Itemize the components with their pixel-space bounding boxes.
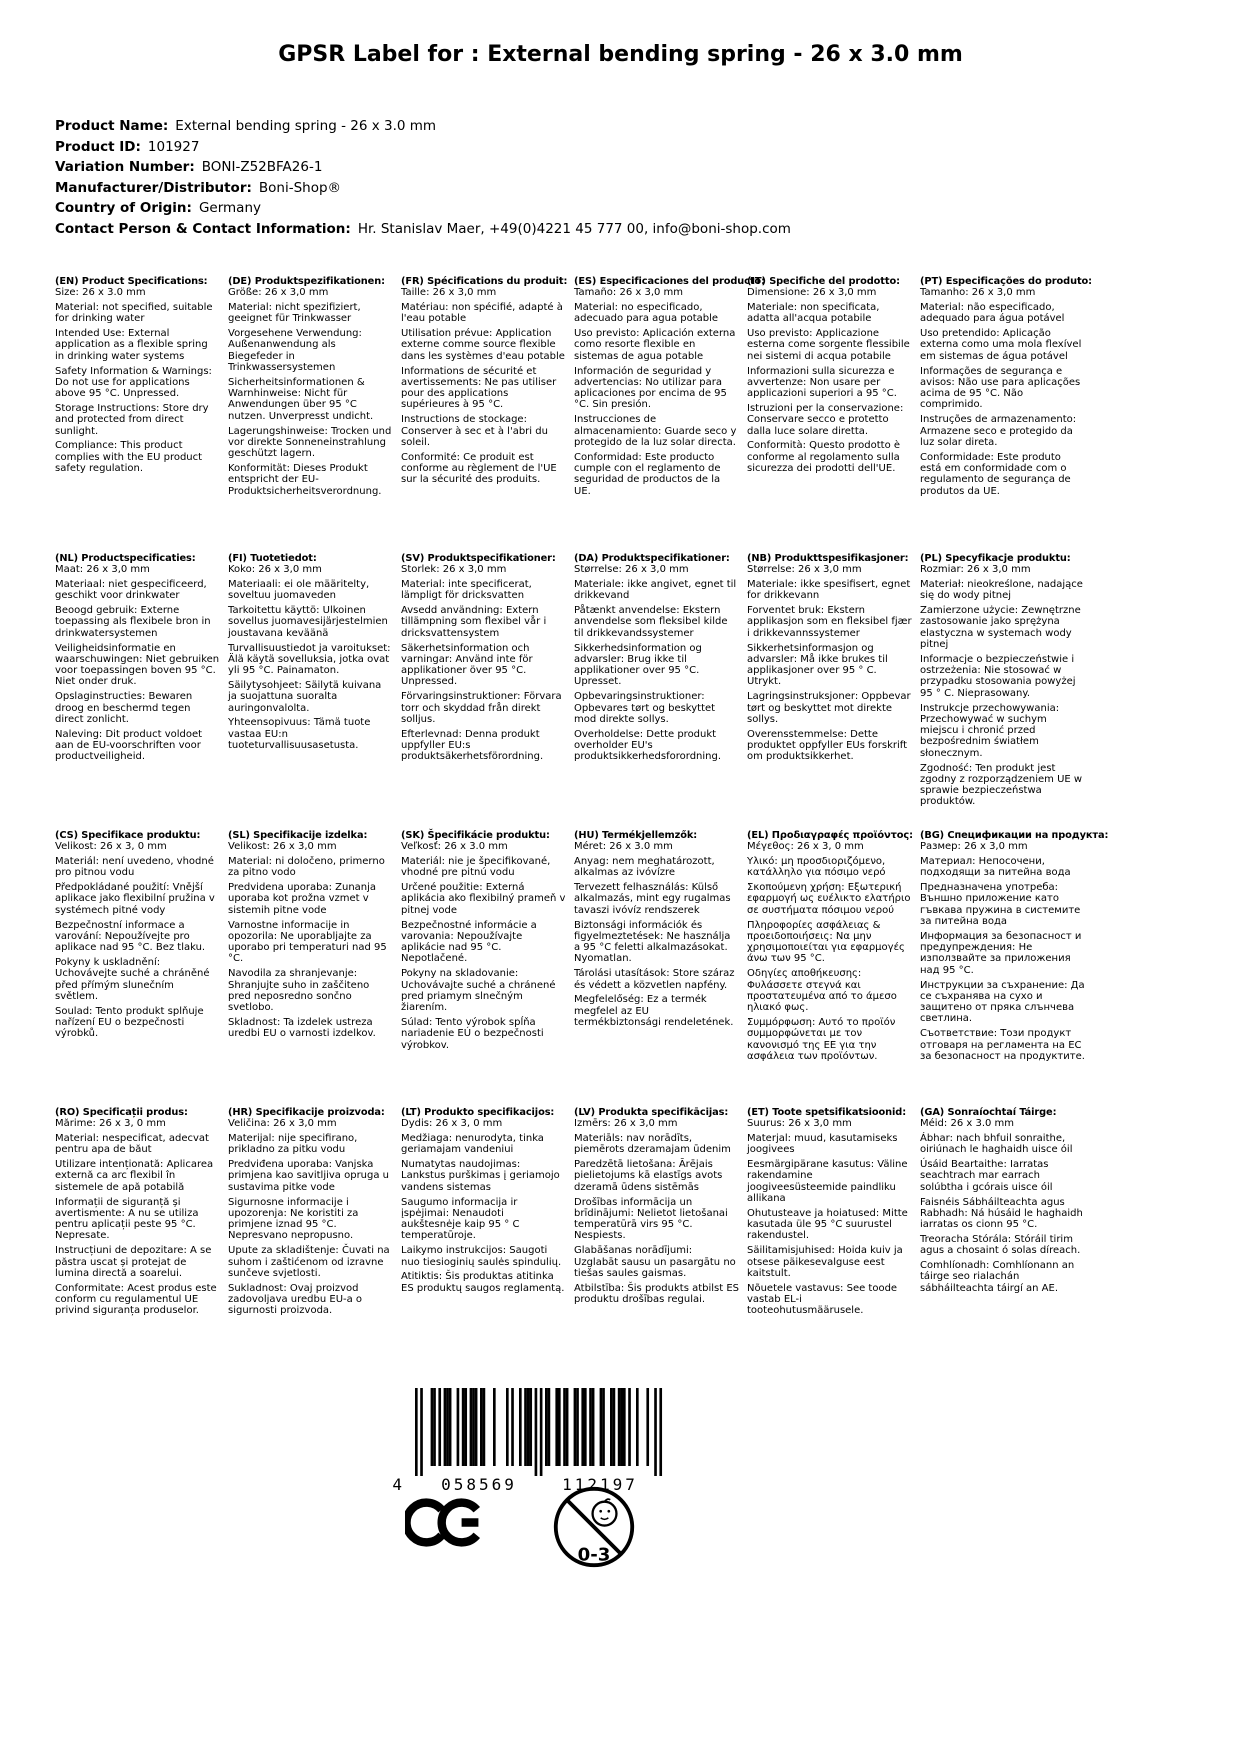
spec-paragraph: Ábhar: nach bhfuil sonraithe, oiriúnach le haghaidh uisce óil xyxy=(920,1133,1073,1156)
spec-paragraph: Anyag: nem meghatározott, alkalmas az ivóvízre xyxy=(574,856,715,879)
spec-paragraph: Efterlevnad: Denna produkt uppfyller EU:s produktsäkerhetsförordning. xyxy=(401,728,544,763)
spec-block-nl xyxy=(55,553,220,830)
spec-paragraph: Instrucțiuni de depozitare: A se păstra uscat și protejat de lumina directă a soarelui. xyxy=(55,1245,212,1279)
spec-heading-de: (DE) Produktspezifikationen: xyxy=(228,276,385,287)
spec-paragraph: Storlek: 26 x 3,0 mm xyxy=(401,564,507,576)
spec-block-nb xyxy=(747,553,912,830)
spec-paragraph: Pokyny k uskladnění: Uchovávejte suché a chráněné před přímým slunečním světlem. xyxy=(55,956,210,1002)
spec-paragraph: Naleving: Dit product voldoet aan de EU-voorschriften voor productveiligheid. xyxy=(55,728,203,763)
spec-paragraph: Dimensione: 26 x 3,0 mm xyxy=(747,287,877,299)
spec-block-cs xyxy=(55,830,220,1107)
spec-paragraph: Saugumo informacija ir įspėjimai: Nenaudoti aukštesnėje kaip 95 ° C temperatūroje. xyxy=(401,1196,520,1242)
barcode-digit-left: 4 xyxy=(392,1475,405,1494)
spec-paragraph: Storage Instructions: Store dry and protected from direct sunlight. xyxy=(55,402,209,437)
spec-paragraph: Tervezett felhasználás: Külső alkalmazás, mint egy rugalmas tavaszi ivóvíz rendszerek xyxy=(574,882,731,916)
spec-paragraph: Förvaringsinstruktioner: Förvara torr och skyddad från direkt solljus. xyxy=(401,691,562,725)
spec-paragraph: Upute za skladištenje: Čuvati na suhom i zaštićenom od izravne sunčeve svjetlosti. xyxy=(228,1245,390,1279)
spec-paragraph: Säilytysohjeet: Säilytä kuivana ja suojattuna suoralta auringonvalolta. xyxy=(228,679,382,714)
spec-block-da xyxy=(574,553,739,830)
spec-paragraph: Instrukcje przechowywania: Przechowywać w suchym miejscu i chronić przed bezpośrednim światłem słonecznym. xyxy=(920,702,1060,759)
spec-paragraph: Tarkoitettu käyttö: Ulkoinen sovellus juomavesijärjestelmien joustavana keväänä xyxy=(228,605,388,639)
ean13-barcode-image xyxy=(385,1386,675,1498)
spec-paragraph: Instrucciones de almacenamiento: Guarde seco y protegido de la luz solar directa. xyxy=(574,414,737,448)
spec-paragraph: Utilisation prévue: Application externe comme source flexible dans les systèmes d'eau potable xyxy=(401,328,565,362)
spec-paragraph: Material: inte specificerat, lämpligt för dricksvatten xyxy=(401,579,532,602)
ce-mark-image xyxy=(405,1494,483,1551)
spec-paragraph: Materiale: non specificata, adatta all'acqua potabile xyxy=(747,302,880,325)
product-info-row xyxy=(55,219,791,240)
product-info-label: Country of Origin: xyxy=(55,200,192,216)
spec-paragraph: Biztonsági információk és figyelmeztetések: Ne használja a 95 °C feletti alkalmazásokat. Nyomatlan. xyxy=(574,919,731,965)
spec-paragraph: Materiale: ikke angivet, egnet til drikkevand xyxy=(574,579,737,602)
spec-paragraph: Paredzētā lietošana: Ārējais pielietojums kā elastīgs avots dzeramā ūdens sistēmās xyxy=(574,1159,723,1193)
spec-paragraph: Beoogd gebruik: Externe toepassing als flexibele bron in drinkwatersystemen xyxy=(55,605,211,639)
spec-paragraph: Informacje o bezpieczeństwie i ostrzeżenia: Nie stosować w przypadku stosowania powyżej 95 ° C. Nieprasowany. xyxy=(920,653,1076,699)
spec-paragraph: Информация за безопасност и предупреждения: Не използвайте за приложения над 95 °C. xyxy=(920,930,1082,976)
spec-heading-nl: (NL) Productspecificaties: xyxy=(55,553,196,564)
spec-paragraph: Instruções de armazenamento: Armazene seco e protegido da luz solar direta. xyxy=(920,414,1077,448)
spec-paragraph: Soulad: Tento produkt splňuje nařízení EU o bezpečnosti výrobků. xyxy=(55,1005,204,1040)
spec-paragraph: Material: no especificado, adecuado para agua potable xyxy=(574,302,719,325)
spec-paragraph: Tamaño: 26 x 3,0 mm xyxy=(574,287,684,299)
spec-paragraph: Μέγεθος: 26 x 3, 0 mm xyxy=(747,841,864,853)
spec-paragraph: Konformität: Dieses Produkt entspricht der EU-Produktsicherheitsverordnung. xyxy=(228,462,382,497)
spec-paragraph: Yhteensopivuus: Tämä tuote vastaa EU:n tuoteturvallisuusasetusta. xyxy=(228,717,371,751)
spec-heading-pt: (PT) Especificações do produto: xyxy=(920,276,1092,287)
product-info-row xyxy=(55,178,791,199)
spec-block-en xyxy=(55,276,220,553)
product-info-label: Contact Person & Contact Information: xyxy=(55,220,351,237)
spec-heading-el: (EL) Προδιαγραφές προϊόντος: xyxy=(747,830,913,841)
spec-paragraph: Uso pretendido: Aplicação externa como uma mola flexível em sistemas de água potável xyxy=(920,328,1082,362)
spec-paragraph: Úsáid Beartaithe: Iarratas seachtrach mar earrach solúbtha i gcórais uisce óil xyxy=(920,1159,1053,1193)
spec-block-sk xyxy=(401,830,566,1107)
spec-paragraph: Предназначена употреба: Външно приложение като гъвкава пружина в системите за питейна вода xyxy=(920,882,1081,928)
spec-paragraph: Veličina: 26 x 3,0 mm xyxy=(228,1118,337,1130)
product-info-row xyxy=(55,137,791,158)
product-info-row xyxy=(55,198,791,219)
spec-paragraph: Material: not specified, suitable for drinking water xyxy=(55,302,213,325)
spec-block-de xyxy=(228,276,393,553)
product-info-value: Hr. Stanislav Maer, +49(0)4221 45 777 00, info@boni-shop.com xyxy=(357,220,791,237)
spec-paragraph: Материал: Непосочени, подходящи за питейна вода xyxy=(920,856,1071,879)
spec-heading-pl: (PL) Specyfikacje produktu: xyxy=(920,553,1071,564)
spec-paragraph: Compliance: This product complies with the EU product safety regulation. xyxy=(55,440,203,474)
spec-paragraph: Størrelse: 26 x 3,0 mm xyxy=(747,564,862,576)
spec-paragraph: Säilitamisjuhised: Hoida kuiv ja otsese päikesevalguse eest kaitstult. xyxy=(747,1245,903,1279)
spec-paragraph: Conformidade: Este produto está em conformidade com o regulamento de segurança de produtos da UE. xyxy=(920,451,1071,497)
spec-paragraph: Påtænkt anvendelse: Ekstern anvendelse som fleksibel kilde til drikkevandssystemer xyxy=(574,605,728,639)
spec-paragraph: Lagringsinstruksjoner: Oppbevar tørt og beskyttet mot direkte sollys. xyxy=(747,691,911,725)
spec-paragraph: Zamierzone użycie: Zewnętrzne zastosowanie jako sprężyna elastyczna w systemach wody pitnej xyxy=(920,605,1081,651)
spec-paragraph: Safety Information & Warnings: Do not use for applications above 95 °C. Unpressed. xyxy=(55,365,212,400)
spec-paragraph: Forventet bruk: Ekstern applikasjon som en fleksibel fjær i drikkevannssystemer xyxy=(747,605,912,639)
spec-block-pl xyxy=(920,553,1085,830)
spec-block-hr xyxy=(228,1107,393,1384)
product-info xyxy=(55,116,791,239)
spec-paragraph: Materjal: muud, kasutamiseks joogivees xyxy=(747,1133,898,1156)
age-warning-image xyxy=(551,1483,637,1571)
spec-paragraph: Informações de segurança e avisos: Não use para aplicações acima de 95 °C. Não comprimido. xyxy=(920,365,1081,411)
spec-paragraph: Informations de sécurité et avertissements: Ne pas utiliser pour des applications supérieures à 95 °C. xyxy=(401,365,557,411)
spec-heading-sl: (SL) Specifikacije izdelka: xyxy=(228,830,368,841)
spec-paragraph: Sikkerhedsinformation og advarsler: Brug ikke til applikationer over 95 °C. Upresset. xyxy=(574,642,702,688)
spec-paragraph: Velikost: 26 x 3,0 mm xyxy=(228,841,337,853)
spec-paragraph: Utilizare intenționată: Aplicarea externă ca arc flexibil în sistemele de apă potabilă xyxy=(55,1159,214,1193)
spec-heading-bg: (BG) Спецификации на продукта: xyxy=(920,830,1109,841)
spec-paragraph: Určené použitie: Externá aplikácia ako flexibilný prameň v pitnej vode xyxy=(401,882,566,916)
spec-paragraph: Informații de siguranță și avertismente: A nu se utiliza pentru aplicații peste 95 °C. Nepresate. xyxy=(55,1196,199,1242)
spec-paragraph: Material: nicht spezifiziert, geeignet für Trinkwasser xyxy=(228,302,361,325)
age-warning-0-3-icon xyxy=(551,1483,637,1575)
spec-paragraph: Glabāšanas norādījumi: Uzglabāt sausu un pasargātu no tiešas saules gaismas. xyxy=(574,1245,736,1279)
spec-heading-da: (DA) Produktspecifikationer: xyxy=(574,553,730,564)
spec-paragraph: Matériau: non spécifié, adapté à l'eau potable xyxy=(401,302,563,325)
spec-paragraph: Σκοπούμενη χρήση: Εξωτερική εφαρμογή ως ευέλικτο ελατήριο σε συστήματα πόσιμου νερού xyxy=(747,882,911,916)
spec-paragraph: Υλικό: μη προσδιοριζόμενο, κατάλληλο για πόσιμο νερό xyxy=(747,856,886,879)
spec-paragraph: Conformitate: Acest produs este conform cu regulamentul UE privind siguranța produselor. xyxy=(55,1282,217,1317)
spec-block-fi xyxy=(228,553,393,830)
product-info-row xyxy=(55,116,791,137)
spec-block-fr xyxy=(401,276,566,553)
spec-paragraph: Størrelse: 26 x 3,0 mm xyxy=(574,564,689,576)
ce-mark-icon xyxy=(405,1494,483,1555)
spec-paragraph: Treoracha Stórála: Stóráil tirim agus a chosaint ó solas díreach. xyxy=(920,1233,1081,1257)
spec-paragraph: Mărime: 26 x 3, 0 mm xyxy=(55,1118,166,1130)
spec-grid xyxy=(55,276,1109,1384)
spec-paragraph: Laikymo instrukcijos: Saugoti nuo tiesioginių saulės spindulių. xyxy=(401,1245,562,1268)
spec-paragraph: Overholdelse: Dette produkt overholder EU's produktsikkerhedsforordning. xyxy=(574,728,722,763)
spec-paragraph: Numatytas naudojimas: Lankstus purškimas į geriamojo vandens sistemas xyxy=(401,1159,560,1193)
spec-block-el xyxy=(747,830,912,1107)
spec-paragraph: Koko: 26 x 3,0 mm xyxy=(228,564,322,576)
product-info-value: BONI-Z52BFA26-1 xyxy=(201,159,323,175)
spec-paragraph: Varnostne informacije in opozorila: Ne uporabljajte za uporabo pri temperaturi nad 95 °C. xyxy=(228,919,387,965)
spec-paragraph: Size: 26 x 3.0 mm xyxy=(55,287,146,299)
spec-paragraph: Uso previsto: Applicazione esterna come sorgente flessibile nei sistemi di acqua potabile xyxy=(747,328,910,362)
spec-paragraph: Atbilstība: Šis produkts atbilst ES produktu drošības regulai. xyxy=(574,1282,740,1305)
product-info-label: Product Name: xyxy=(55,118,169,134)
spec-heading-lv: (LV) Produkta specifikācijas: xyxy=(574,1107,729,1118)
spec-paragraph: Materiál: nie je špecifikované, vhodné pre pitnú vodu xyxy=(401,856,551,879)
spec-paragraph: Sukladnost: Ovaj proizvod zadovoljava uredbu EU-a o sigurnosti proizvoda. xyxy=(228,1282,363,1317)
spec-paragraph: Dydis: 26 x 3, 0 mm xyxy=(401,1118,503,1130)
spec-paragraph: Materiaal: niet gespecificeerd, geschikt voor drinkwater xyxy=(55,579,207,602)
spec-block-et xyxy=(747,1107,912,1384)
spec-paragraph: Conformidad: Este producto cumple con el reglamento de seguridad de productos de la UE. xyxy=(574,451,721,497)
spec-heading-sv: (SV) Produktspecifikationer: xyxy=(401,553,556,564)
barcode-digits-group2: 112197 xyxy=(562,1475,638,1494)
spec-paragraph: Rozmiar: 26 x 3,0 mm xyxy=(920,564,1031,576)
spec-block-ro xyxy=(55,1107,220,1384)
spec-paragraph: Materiaali: ei ole määritelty, soveltuu juomaveden xyxy=(228,579,370,602)
product-info-row xyxy=(55,157,791,178)
spec-paragraph: Comhlíonadh: Comhlíonann an táirge seo rialachán sábháilteachta táirgí an AE. xyxy=(920,1260,1075,1294)
product-info-value: Germany xyxy=(198,200,261,216)
spec-paragraph: Turvallisuustiedot ja varoitukset: Älä käytä sovelluksia, jotka ovat yli 95 °C. Painamaton. xyxy=(228,642,391,677)
spec-block-lv xyxy=(574,1107,739,1384)
spec-paragraph: Faisnéis Sábháilteachta agus Rabhadh: Ná húsáid le haghaidh iarratas os cionn 95 °C. xyxy=(920,1196,1083,1231)
spec-paragraph: Zgodność: Ten produkt jest zgodny z rozporządzeniem UE w sprawie bezpieczeństwa produktów. xyxy=(920,762,1083,808)
spec-block-sv xyxy=(401,553,566,830)
spec-heading-et: (ET) Toote spetsifikatsioonid: xyxy=(747,1107,907,1118)
barcode-bars xyxy=(415,1388,662,1476)
spec-heading-en: (EN) Product Specifications: xyxy=(55,276,208,287)
product-info-value: External bending spring - 26 x 3.0 mm xyxy=(175,118,437,134)
spec-paragraph: Συμμόρφωση: Αυτό το προϊόν συμμορφώνεται με τον κανονισμό της ΕΕ για την ασφάλεια των προϊόντων. xyxy=(747,1016,896,1062)
spec-paragraph: Megfelelőség: Ez a termék megfelel az EU termékbiztonsági rendeletének. xyxy=(574,994,734,1028)
spec-block-bg xyxy=(920,830,1109,1107)
age-warning-label: 0-3 xyxy=(577,1544,611,1566)
spec-paragraph: Materijal: nije specifirano, prikladno za pitku vodu xyxy=(228,1133,358,1156)
spec-paragraph: Navodila za shranjevanje: Shranjujte suho in zaščiteno pred neposredno sončno svetlobo. xyxy=(228,968,370,1014)
product-info-value: 101927 xyxy=(147,138,200,155)
spec-paragraph: Maat: 26 x 3,0 mm xyxy=(55,564,150,576)
spec-paragraph: Οδηγίες αποθήκευσης: Φυλάσσετε στεγνά και προστατευμένα από το άμεσο ηλιακό φως. xyxy=(747,968,897,1014)
spec-paragraph: Opslaginstructies: Bewaren droog en beschermd tegen direct zonlicht. xyxy=(55,691,193,725)
spec-paragraph: Съответствие: Този продукт отговаря на регламента на ЕС за безопасност на продуктите. xyxy=(920,1028,1085,1062)
spec-paragraph: Sigurnosne informacije i upozorenja: Ne koristiti za primjene iznad 95 °C. Nepresvano nepropusno. xyxy=(228,1196,359,1242)
spec-paragraph: Avsedd användning: Extern tillämpning som flexibel vår i dricksvattensystem xyxy=(401,605,547,639)
spec-paragraph: Overensstemmelse: Dette produktet oppfyller EUs forskrift om produktsikkerhet. xyxy=(747,728,908,763)
spec-paragraph: Veiligheidsinformatie en waarschuwingen: Niet gebruiken voor toepassingen boven 95 °C. Niet onder druk. xyxy=(55,642,220,688)
spec-paragraph: Intended Use: External application as a flexible spring in drinking water systems xyxy=(55,328,208,362)
spec-paragraph: Informazioni sulla sicurezza e avvertenze: Non usare per applicazioni superiori a 95 °C. xyxy=(747,365,897,400)
spec-paragraph: Conformité: Ce produit est conforme au règlement de l'UE sur la sécurité des produits. xyxy=(401,451,557,486)
page-title: GPSR Label for : External bending spring - 26 x 3.0 mm xyxy=(278,42,963,67)
product-info-value: Boni-Shop® xyxy=(258,179,342,196)
spec-paragraph: Material: ni določeno, primerno za pitno vodo xyxy=(228,856,385,879)
spec-paragraph: Velikost: 26 x 3, 0 mm xyxy=(55,841,167,853)
spec-paragraph: Veľkosť: 26 x 3.0 mm xyxy=(401,841,508,853)
spec-paragraph: Predvidena uporaba: Zunanja uporaba kot prožna vzmet v sistemih pitne vode xyxy=(228,882,377,916)
spec-paragraph: Drošības informācija un brīdinājumi: Nelietot lietošanai temperatūrā virs 95 °C. Nespiests. xyxy=(574,1196,728,1242)
spec-paragraph: Taille: 26 x 3,0 mm xyxy=(401,287,497,299)
spec-paragraph: Materiał: nieokreślone, nadające się do wody pitnej xyxy=(920,579,1083,602)
spec-paragraph: Opbevaringsinstruktioner: Opbevares tørt og beskyttet mod direkte sollys. xyxy=(574,691,716,725)
spec-block-lt xyxy=(401,1107,566,1384)
spec-heading-nb: (NB) Produkttspesifikasjoner: xyxy=(747,553,909,564)
spec-paragraph: Medžiaga: nenurodyta, tinka geriamajam vandeniui xyxy=(401,1133,544,1156)
spec-heading-hu: (HU) Termékjellemzők: xyxy=(574,830,698,841)
spec-paragraph: Suurus: 26 x 3,0 mm xyxy=(747,1118,852,1130)
spec-paragraph: Bezpečnostní informace a varování: Nepoužívejte pro aplikace nad 95 °C. Bez tlaku. xyxy=(55,919,206,954)
spec-paragraph: Istruzioni per la conservazione: Conservare secco e protetto dalla luce solare diretta. xyxy=(747,402,904,437)
spec-paragraph: Ohutusteave ja hoiatused: Mitte kasutada üle 95 °C suurustel rakendustel. xyxy=(747,1207,908,1242)
spec-paragraph: Tamanho: 26 x 3,0 mm xyxy=(920,287,1036,299)
spec-heading-lt: (LT) Produkto specifikacijos: xyxy=(401,1107,555,1118)
spec-paragraph: Předpokládané použití: Vnější aplikace jako flexibilní pružina v systémech pitné vody xyxy=(55,882,215,916)
spec-paragraph: Skladnost: Ta izdelek ustreza uredbi EU o varnosti izdelkov. xyxy=(228,1016,376,1040)
spec-paragraph: Bezpečnostné informácie a varovania: Nepoužívajte aplikácie nad 95 °C. Nepotlačené. xyxy=(401,919,537,965)
spec-paragraph: Säkerhetsinformation och varningar: Använd inte för applikationer över 95 °C. Unpressed. xyxy=(401,642,533,688)
spec-paragraph: Größe: 26 x 3,0 mm xyxy=(228,287,329,299)
spec-paragraph: Nõuetele vastavus: See toode vastab EL-i tooteohutusmäärusele. xyxy=(747,1282,898,1317)
spec-heading-sk: (SK) Špecifikácie produktu: xyxy=(401,830,550,841)
spec-paragraph: Pokyny na skladovanie: Uchovávajte suché a chránené pred priamym slnečným žiarením. xyxy=(401,968,556,1014)
spec-heading-hr: (HR) Specifikacije proizvoda: xyxy=(228,1107,385,1118)
spec-heading-fi: (FI) Tuotetiedot: xyxy=(228,553,317,564)
spec-heading-cs: (CS) Specifikace produktu: xyxy=(55,830,201,841)
spec-paragraph: Instructions de stockage: Conserver à sec et à l'abri du soleil. xyxy=(401,414,548,448)
product-info-label: Manufacturer/Distributor: xyxy=(55,179,252,196)
product-info-label: Product ID: xyxy=(55,138,141,155)
spec-block-es xyxy=(574,276,765,553)
barcode-digits-group1: 058569 xyxy=(441,1475,517,1494)
spec-paragraph: Materiál: není uvedeno, vhodné pro pitnou vodu xyxy=(55,856,214,879)
baby-face-icon xyxy=(593,1502,617,1526)
spec-paragraph: Πληροφορίες ασφάλειας & προειδοποιήσεις: Να μην χρησιμοποιείται για εφαρμογές άνω των 95 °C. xyxy=(747,919,905,965)
spec-paragraph: Uso previsto: Aplicación externa como resorte flexible en sistemas de agua potable xyxy=(574,328,736,362)
spec-block-it xyxy=(747,276,912,553)
spec-heading-es: (ES) Especificaciones del producto: xyxy=(574,276,765,287)
spec-heading-fr: (FR) Spécifications du produit: xyxy=(401,276,568,287)
spec-paragraph: Atitiktis: Šis produktas atitinka ES produktų saugos reglamentą. xyxy=(401,1271,565,1294)
spec-paragraph: Material: não especificado, adequado para água potável xyxy=(920,302,1065,325)
spec-paragraph: Conformità: Questo prodotto è conforme al regolamento sulla sicurezza dei prodotti dell'UE. xyxy=(747,440,901,474)
spec-block-sl xyxy=(228,830,393,1107)
spec-paragraph: Tárolási utasítások: Store száraz és védett a közvetlen napfény. xyxy=(574,968,735,991)
spec-paragraph: Méid: 26 x 3.0 mm xyxy=(920,1118,1015,1130)
spec-paragraph: Размер: 26 x 3,0 mm xyxy=(920,841,1028,853)
spec-paragraph: Predviđena uporaba: Vanjska primjena kao savitljiva opruga u sustavima pitke vode xyxy=(228,1159,390,1193)
spec-paragraph: Vorgesehene Verwendung: Außenanwendung als Biegefeder in Trinkwassersystemen xyxy=(228,328,362,374)
spec-paragraph: Инструкции за съхранение: Да се съхранява на сухо и защитено от пряка слънчева светлина. xyxy=(920,979,1085,1025)
spec-heading-it: (IT) Specifiche del prodotto: xyxy=(747,276,900,287)
spec-paragraph: Súlad: Tento výrobok spĺňa nariadenie EÚ o bezpečnosti výrobkov. xyxy=(401,1016,544,1051)
spec-paragraph: Méret: 26 x 3.0 mm xyxy=(574,841,673,853)
spec-paragraph: Sikkerhetsinformasjon og advarsler: Må ikke brukes til applikasjoner over 95 ° C. Utrykt. xyxy=(747,642,888,688)
spec-heading-ro: (RO) Specificații produs: xyxy=(55,1107,188,1118)
spec-paragraph: Material: nespecificat, adecvat pentru apa de băut xyxy=(55,1133,209,1156)
spec-block-pt xyxy=(920,276,1092,553)
spec-paragraph: Eesmärgipärane kasutus: Väline rakendamine joogiveesüsteemide paindliku allikana xyxy=(747,1159,908,1205)
spec-block-hu xyxy=(574,830,739,1107)
spec-paragraph: Información de seguridad y advertencias: No utilizar para aplicaciones por encima de 95 °C. Sin presión. xyxy=(574,365,727,411)
spec-paragraph: Materiāls: nav norādīts, piemērots dzeramajam ūdenim xyxy=(574,1133,731,1156)
spec-block-ga xyxy=(920,1107,1085,1384)
spec-paragraph: Materiale: ikke spesifisert, egnet for drikkevann xyxy=(747,579,911,602)
spec-paragraph: Lagerungshinweise: Trocken und vor direkte Sonneneinstrahlung geschützt lagern. xyxy=(228,425,392,460)
spec-paragraph: Sicherheitsinformationen & Warnhinweise: Nicht für Anwendungen über 95 °C nutzen. Unverpresst undicht. xyxy=(228,376,374,422)
spec-heading-ga: (GA) Sonraíochtaí Táirge: xyxy=(920,1107,1057,1118)
spec-paragraph: Izmērs: 26 x 3,0 mm xyxy=(574,1118,678,1130)
product-info-label: Variation Number: xyxy=(55,159,195,175)
